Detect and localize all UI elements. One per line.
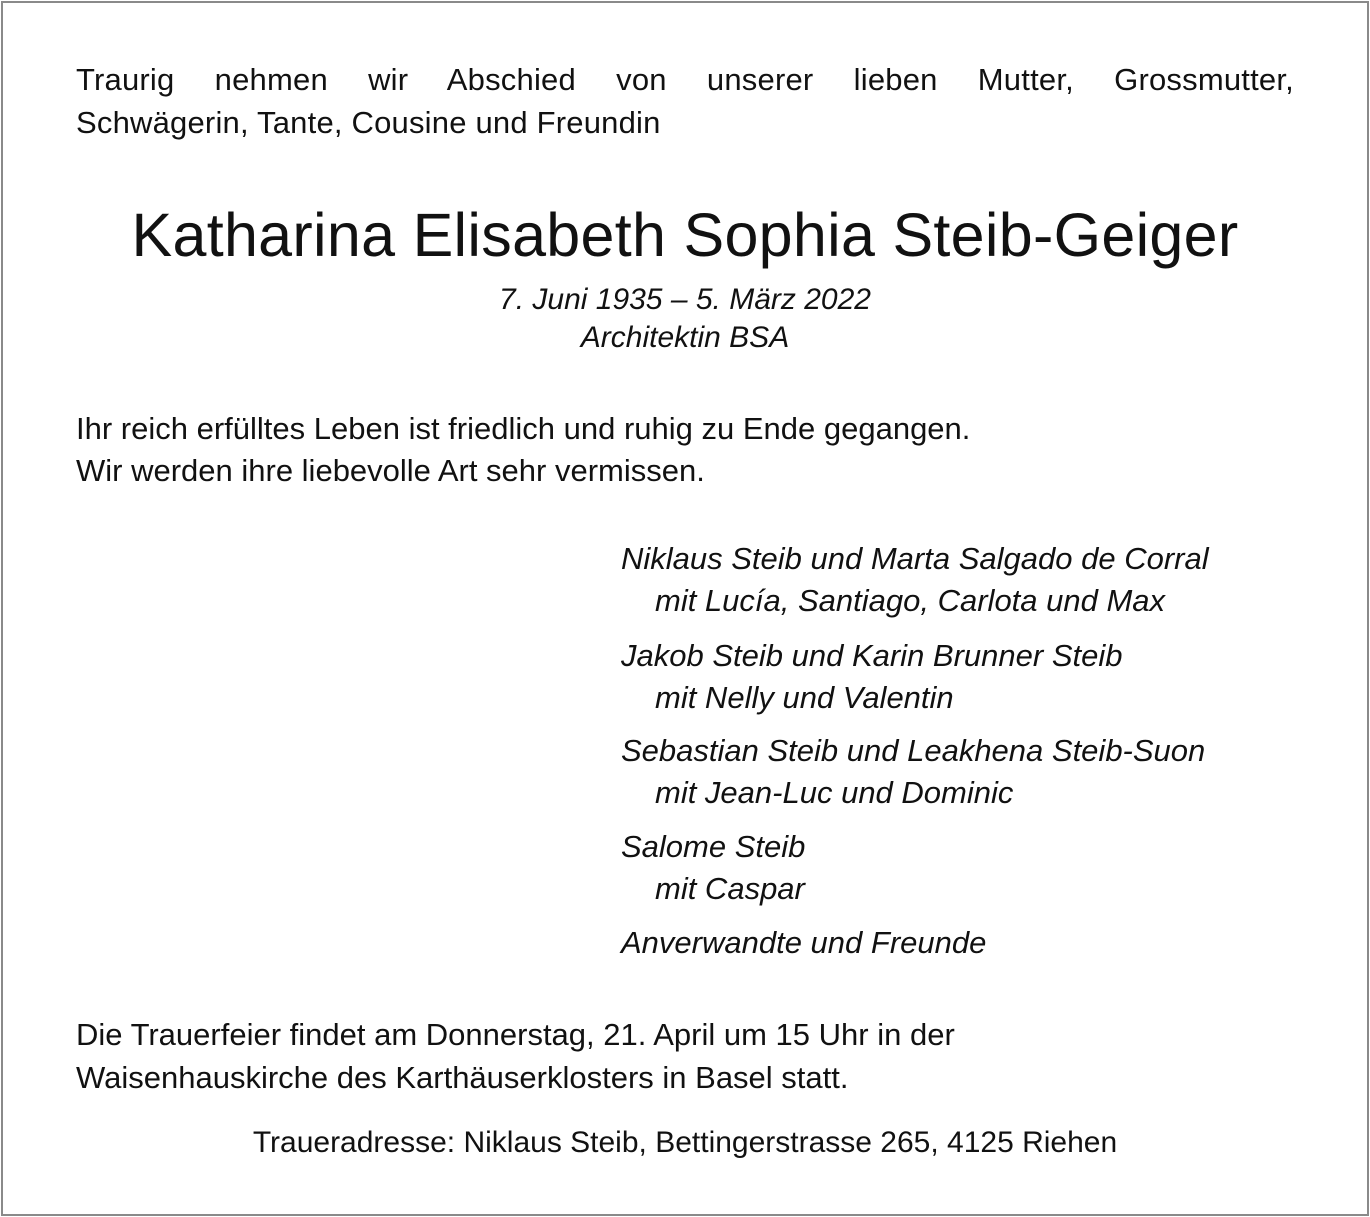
intro-line-1: Traurig nehmen wir Abschied von unserer lieben Mutter, Grossmutter, <box>76 62 1294 97</box>
mourner-primary: Niklaus Steib und Marta Salgado de Corral <box>621 541 1209 576</box>
deceased-name: Katharina Elisabeth Sophia Steib-Geiger <box>131 201 1239 269</box>
mourner-group <box>621 826 805 910</box>
deceased-details <box>0 281 1370 357</box>
intro-line-2: Schwägerin, Tante, Cousine und Freundin <box>76 105 661 140</box>
mourner-children: mit Jean-Luc und Dominic <box>655 775 1014 810</box>
mourner-children: mit Caspar <box>655 871 805 906</box>
intro-text <box>76 58 1294 144</box>
message-line-2: Wir werden ihre liebevolle Art sehr vermissen. <box>76 453 705 488</box>
ceremony-info <box>76 1013 955 1099</box>
mourner-group <box>621 730 1205 814</box>
mourner-primary: Jakob Steib und Karin Brunner Steib <box>621 638 1123 673</box>
mourner-children: mit Nelly und Valentin <box>655 680 954 715</box>
mourner-primary: Sebastian Steib und Leakhena Steib-Suon <box>621 733 1206 768</box>
mourner-group <box>621 635 1122 719</box>
profession: Architektin BSA <box>580 321 790 354</box>
mourner-group <box>621 538 1209 622</box>
message-line-1: Ihr reich erfülltes Leben ist friedlich und ruhig zu Ende gegangen. <box>76 411 971 446</box>
farewell-message <box>76 408 970 492</box>
mourner-primary: Salome Steib <box>621 829 806 864</box>
mourning-address: Traueradresse: Niklaus Steib, Bettingerstrasse 265, 4125 Riehen <box>252 1126 1118 1159</box>
mourner-children: mit Lucía, Santiago, Carlota und Max <box>655 583 1166 618</box>
ceremony-line-2: Waisenhauskirche des Karthäuserklosters in Basel statt. <box>76 1060 849 1095</box>
mourner-primary: Anverwandte und Freunde <box>621 925 987 960</box>
life-dates: 7. Juni 1935 – 5. März 2022 <box>499 283 871 316</box>
ceremony-line-1: Die Trauerfeier findet am Donnerstag, 21. April um 15 Uhr in der <box>76 1017 955 1052</box>
mourner-group <box>621 922 986 964</box>
